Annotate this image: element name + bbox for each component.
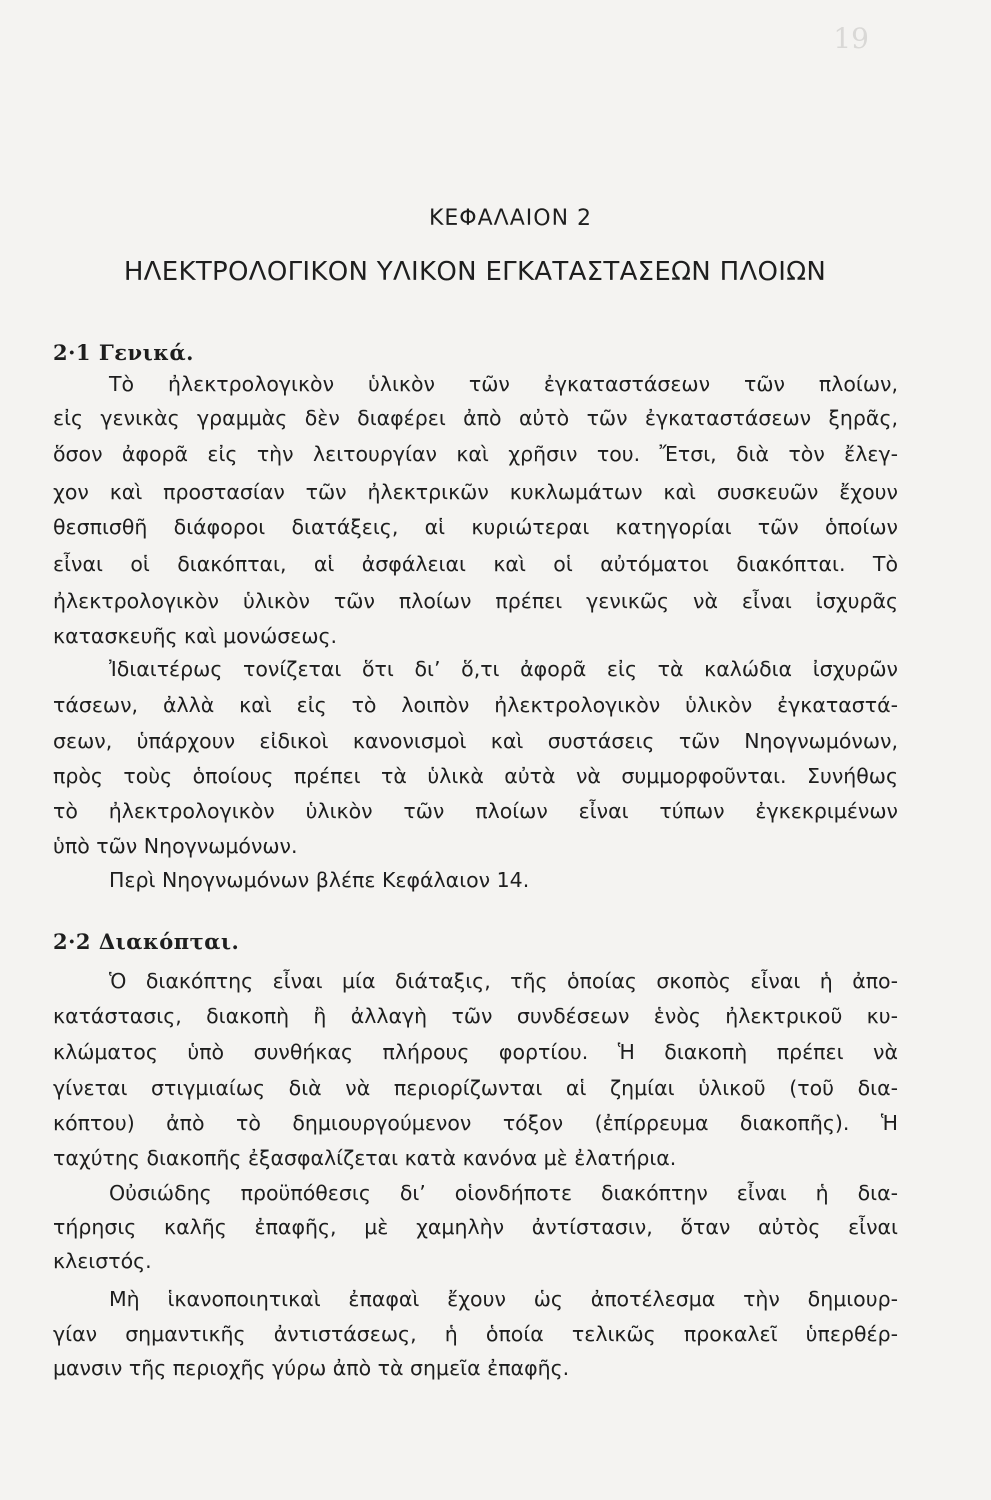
chapter-label: ΚΕΦΑΛΑΙΟΝ 2: [428, 206, 593, 231]
text-line: ὑπὸ τῶν Νηογνωμόνων.: [53, 834, 298, 858]
text-line: κόπτου) ἀπὸ τὸ δημιουργούμενον τόξον (ἐπίρρευμα διακοπῆς). Ἡ: [53, 1111, 898, 1135]
text-line: χον καὶ προστασίαν τῶν ἠλεκτρικῶν κυκλωμάτων καὶ συσκευῶν ἔχουν: [53, 480, 898, 504]
section-heading-switches: 2·2 Διακόπται.: [53, 929, 240, 954]
text-line: θεσπισθῆ διάφοροι διατάξεις, αἱ κυριώτεραι κατηγορίαι τῶν ὁποίων: [53, 515, 898, 539]
text-line: γίαν σημαντικῆς ἀντιστάσεως, ἡ ὁποία τελικῶς προκαλεῖ ὑπερθέρ-: [53, 1322, 898, 1346]
text-line: Ἰδιαιτέρως τονίζεται ὅτι δι’ ὅ,τι ἀφορᾶ εἰς τὰ καλώδια ἰσχυρῶν: [109, 657, 898, 681]
chapter-title: ΗΛΕΚΤΡΟΛΟΓΙΚΟΝ ΥΛΙΚΟΝ ΕΓΚΑΤΑΣΤΑΣΕΩΝ ΠΛΟΙΩΝ: [123, 257, 827, 287]
text-line: κατάστασις, διακοπὴ ἢ ἀλλαγὴ τῶν συνδέσεων ἑνὸς ἠλεκτρικοῦ κυ-: [53, 1004, 898, 1028]
text-line: Μὴ ἱκανοποιητικαὶ ἐπαφαὶ ἔχουν ὡς ἀποτέλεσμα τὴν δημιουρ-: [109, 1287, 898, 1311]
text-line: γίνεται στιγμιαίως διὰ νὰ περιορίζωνται αἱ ζημίαι ὑλικοῦ (τοῦ δια-: [53, 1076, 898, 1100]
text-line: ταχύτης διακοπῆς ἐξασφαλίζεται κατὰ κανόνα μὲ ἐλατήρια.: [53, 1146, 677, 1170]
text-line: τήρησις καλῆς ἐπαφῆς, μὲ χαμηλὴν ἀντίστασιν, ὅταν αὐτὸς εἶναι: [53, 1215, 898, 1239]
text-line: κατασκευῆς καὶ μονώσεως.: [53, 624, 338, 648]
text-line: τάσεων, ἀλλὰ καὶ εἰς τὸ λοιπὸν ἠλεκτρολογικὸν ὑλικὸν ἐγκαταστά-: [53, 693, 898, 717]
text-line: Οὐσιώδης προϋπόθεσις δι’ οἱονδήποτε διακόπτην εἶναι ἡ δια-: [109, 1181, 898, 1205]
text-line: ἠλεκτρολογικὸν ὑλικὸν τῶν πλοίων πρέπει γενικῶς νὰ εἶναι ἰσχυρᾶς: [53, 589, 898, 613]
text-line: τὸ ἠλεκτρολογικὸν ὑλικὸν τῶν πλοίων εἶναι τύπων ἐγκεκριμένων: [53, 799, 898, 823]
text-line: κλειστός.: [53, 1249, 152, 1273]
text-line: Ὁ διακόπτης εἶναι μία διάταξις, τῆς ὁποίας σκοπὸς εἶναι ἡ ἀπο-: [109, 969, 898, 993]
text-line: σεων, ὑπάρχουν εἰδικοὶ κανονισμοὶ καὶ συστάσεις τῶν Νηογνωμόνων,: [53, 729, 898, 753]
text-line: πρὸς τοὺς ὁποίους πρέπει τὰ ὑλικὰ αὐτὰ νὰ συμμορφοῦνται. Συνήθως: [53, 764, 898, 788]
text-line: εἰς γενικὰς γραμμὰς δὲν διαφέρει ἀπὸ αὐτὸ τῶν ἐγκαταστάσεων ξηρᾶς,: [53, 406, 898, 430]
text-line: ὅσον ἀφορᾶ εἰς τὴν λειτουργίαν καὶ χρῆσιν του. Ἔτσι, διὰ τὸν ἔλεγ-: [53, 442, 898, 466]
text-line: μανσιν τῆς περιοχῆς γύρω ἀπὸ τὰ σημεῖα ἐπαφῆς.: [53, 1356, 570, 1380]
text-line: κλώματος ὑπὸ συνθήκας πλήρους φορτίου. Ἡ διακοπὴ πρέπει νὰ: [53, 1040, 898, 1064]
text-line: Τὸ ἠλεκτρολογικὸν ὑλικὸν τῶν ἐγκαταστάσεων τῶν πλοίων,: [109, 372, 898, 396]
page-number: 19: [833, 22, 869, 55]
section-heading-general: 2·1 Γενικά.: [53, 340, 194, 365]
text-line: Περὶ Νηογνωμόνων βλέπε Κεφάλαιον 14.: [109, 868, 530, 892]
text-line: εἶναι οἱ διακόπται, αἱ ἀσφάλειαι καὶ οἱ αὐτόματοι διακόπται. Τὸ: [53, 552, 898, 576]
